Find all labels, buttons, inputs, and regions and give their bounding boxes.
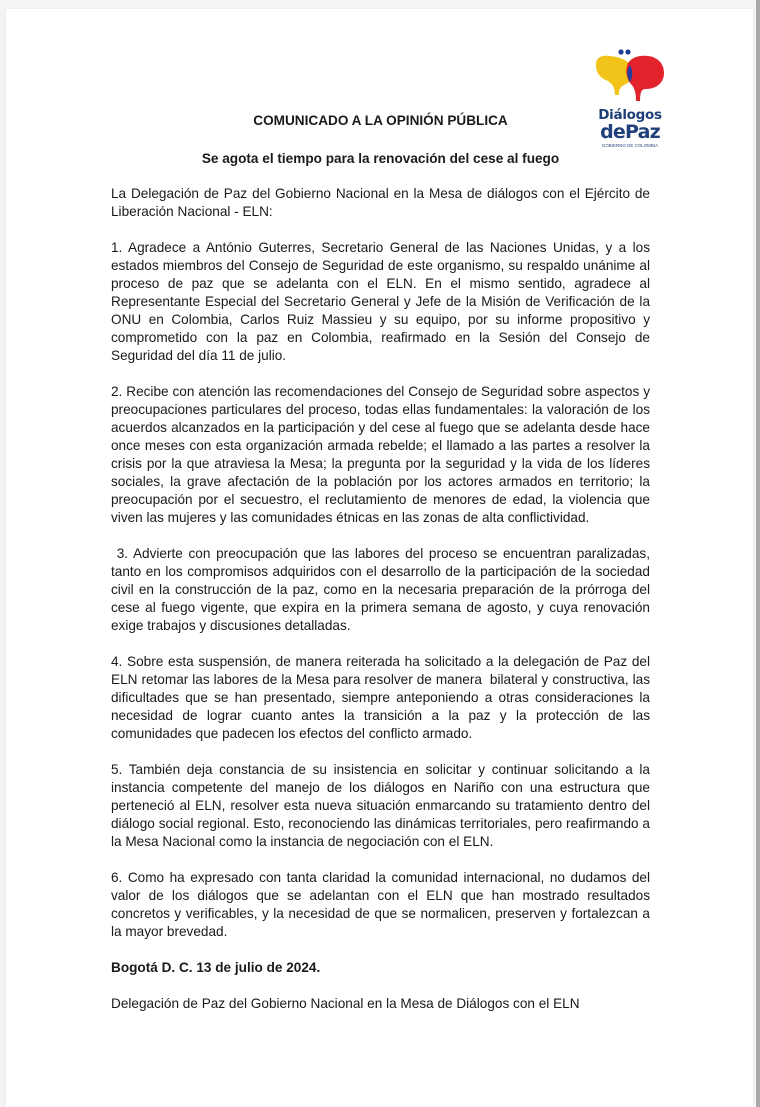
point-1: 1. Agradece a António Guterres, Secretario General de las Naciones Unidas, y a los estados miembros del Consejo de Seguridad de este organismo, su respaldo unánime al proceso de paz que se adelanta con el ELN. En el mismo sentido, agradece al Representante Especial del Secretario General y Jefe de la Misión de Verificación de la ONU en Colombia, Carlos Ruiz Massieu y su equipo, por su informe propositivo y comprometido con la paz en Colombia, reafirmado en la Sesión del Consejo de Seguridad del día 11 de julio. bbox=[111, 240, 650, 363]
page-subtitle: Se agota el tiempo para la renovación del cese al fuego bbox=[201, 151, 560, 166]
logo-text-gobierno: GOBIERNO DE COLOMBIA bbox=[601, 143, 659, 148]
point-2: 2. Recibe con atención las recomendaciones del Consejo de Seguridad sobre aspectos y preocupaciones particulares del proceso, todas ellas fundamentales: la valoración de los acuerdos alcanzados en la participación y del cese al fuego que se adelanta desde hace once meses con esta organización armada rebelde; el llamado a las partes a resolver la crisis por la que atraviesa la Mesa; la pregunta por la seguridad y la vida de los líderes sociales, la grave afectación de la población por los actores armados en territorio; la preocupación por el secuestro, el reclutamiento de menores de edad, la violencia que viven las mujeres y las comunidades étnicas en las zonas de alta conflictividad. bbox=[111, 384, 650, 525]
point-6: 6. Como ha expresado con tanta claridad la comunidad internacional, no dudamos del valor de los diálogos que se adelantan con el ELN que han mostrado resultados concretos y verificables, y la necesidad de que se normalicen, preserven y fortalezcan a la mayor brevedad. bbox=[111, 870, 650, 939]
intro-paragraph: La Delegación de Paz del Gobierno Nacional en la Mesa de diálogos con el Ejército de Liberación Nacional - ELN: bbox=[111, 186, 650, 219]
signature-line: Delegación de Paz del Gobierno Nacional en la Mesa de Diálogos con el ELN bbox=[111, 996, 580, 1011]
document-page bbox=[6, 9, 753, 1107]
logo-text-de-paz: dePaz bbox=[600, 121, 660, 143]
point-4: 4. Sobre esta suspensión, de manera reiterada ha solicitado a la delegación de Paz del ELN retomar las labores de la Mesa para resolver de manera bilateral y constructiva, las dificultades que se han presentado, siempre anteponiendo a otras consideraciones la necesidad de lograr cuanto antes la transición a la paz y la protección de las comunidades que padecen los efectos del conflicto armado. bbox=[111, 654, 654, 741]
point-3: 3. Advierte con preocupación que las labores del proceso se encuentran paralizadas, tanto en los compromisos adquiridos con el desarrollo de la participación de la sociedad civil en la construcción de la paz, como en la necesaria preparación de la prórroga del cese al fuego vigente, que expira en la primera semana de agosto, y cuya renovación exige trabajos y discusiones detalladas. bbox=[111, 546, 654, 633]
logo-text-dialogos: Diálogos bbox=[598, 107, 662, 123]
document-body bbox=[111, 112, 654, 1013]
butterfly-logo-icon bbox=[588, 43, 672, 105]
point-5: 5. También deja constancia de su insistencia en solicitar y continuar solicitando a la instancia competente del manejo de los diálogos en Nariño con una estructura que perteneció al ELN, resolver esta nueva situación enmarcando su tratamiento dentro del diálogo social regional. Esto, reconociendo las dinámicas territoriales, pero reafirmando a la Mesa Nacional como la instancia de negociación con el ELN. bbox=[111, 762, 650, 849]
date-line: Bogotá D. C. 13 de julio de 2024. bbox=[111, 960, 321, 975]
scrollbar[interactable] bbox=[756, 0, 760, 1107]
page-title: COMUNICADO A LA OPINIÓN PÚBLICA bbox=[253, 113, 508, 128]
